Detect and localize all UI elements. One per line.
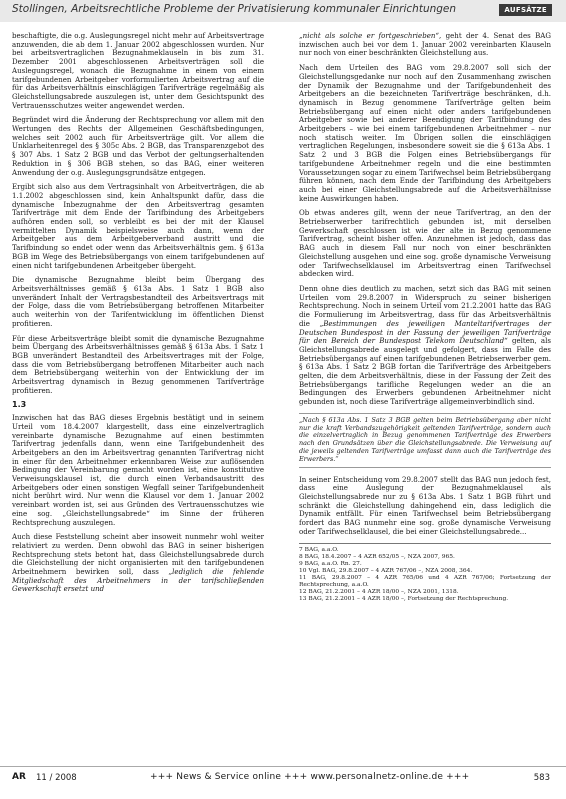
paragraph: Ergibt sich also aus dem Vertragsinhalt von Arbeitverträgen, die ab 1.1.2002 abgeschlossen sind, kein Anhaltspunkt dafür, dass die dynamische Inbezugnahme der den Arbeitsvertrag gesamten Tarifverträge mit dem Ende der Tarifbindung des Arbeitgebers aufhören enden soll, so verbleibt es bei der mit der Klausel vermittelten Dynamik beispielsweise auch dann, wenn der Arbeitgeber aus dem Arbeitgeberverband austritt und die Tarifbindung so endet oder wenn das Arbeitsverhältnis gem. § 613a BGB im Wege des Betriebsübergangs von einem tarifgebundenen auf einen nicht tarifgebundenen Arbeitgeber übergeht. bbox=[12, 182, 264, 270]
italic-quote: „lediglich die fehlende Mitgliedschaft des Arbeitnehmers in der tarifschließenden Gewerkschaft ersetzt und bbox=[12, 567, 264, 594]
footnote: 11 BAG, 29.8.2007 – 4 AZR 765/06 und 4 AZR 767/06; Fortsetzung der Rechtsprechung, a.a.O. bbox=[299, 574, 551, 588]
footnote: 9 BAG, a.a.O. Rn. 27. bbox=[299, 560, 362, 567]
italic-quote: „nicht als solche er fortgeschrieben“ bbox=[299, 31, 440, 40]
paragraph: beschaftigte, die o.g. Auslegungsregel nicht mehr auf Arbeitsvertrage anzuwenden, die ab dem 1. Januar 2002 abgeschlossen wurden. Nur bei arbeitsvertraglichen Bezugnahmeklauseln in bis zum 31. Dezember 2001 abgeschlossenen Arbeitsverträgen soll die Auslegungsregel, wonach die Bezugnahme in einem von einem tarifgebundenen Arbeitgeber vorformulierten Arbeitsvertrag auf die für das Arbeitsverhältnis einschlägigen Tarifverträge regelmäßig als Gleichstellungsabrede auszulegen ist, unter dem Gesichtspunkt des Vertrauensschutzes weiter angewendet werden. bbox=[12, 31, 264, 110]
footnote: 7 BAG, a.a.O. bbox=[299, 546, 339, 553]
article-running-title: Stollingen, Arbeitsrechtliche Probleme der Privatisierung kommunaler Einrichtungen bbox=[12, 3, 457, 15]
section-badge: AUFSÄTZE bbox=[499, 4, 552, 16]
paragraph-text: , geht der 4. Senat des BAG inzwischen auch bei vor dem 1. Januar 2002 vereinbarten Klauseln nur noch von einer beschränkten Gleichstellung aus. bbox=[299, 31, 551, 58]
footnote: 13 BAG, 21.2.2001 – 4 AZR 18/00 –, Fortsetzung der Rechtsprechung. bbox=[299, 596, 509, 603]
paragraph: Für diese Arbeitsverträge bleibt somit die dynamische Bezugnahme beim Übergang des Arbeitsverhältnisses gemäß § 613a Abs. 1 Satz 1 BGB unverändert Bestandteil des Arbeitsvertrages mit der Folge, dass die vom Betriebsübergang betroffenen Mitarbeiter auch nach dem Betriebsübergang weiterhin von der Entwicklung der im Arbeitsvertrag dynamisch in Bezug genommenen Tarifverträge profitieren. bbox=[12, 333, 264, 395]
paragraph bbox=[299, 32, 551, 58]
paragraph: Die dynamische Bezugnahme bleibt beim Übergang des Arbeitsverhältnisses gemäß § 613a Abs. 1 Satz 1 BGB also unverändert Inhalt der Vertragsbestandteil des Arbeitsvertrags mit der Folge, dass die vom Betriebsübergang betroffenen Mitarbeiter auch weiterhin von der Tarifentwicklung im öffentlichen Dienst profitieren. bbox=[12, 275, 264, 328]
footnotes bbox=[299, 543, 551, 604]
right-column bbox=[299, 32, 551, 603]
page-header bbox=[0, 0, 566, 26]
footnote: 8 BAG, 18.4.2007 – 4 AZR 652/05 –, NZA 2007, 965. bbox=[299, 553, 455, 560]
paragraph: Inzwischen hat das BAG dieses Ergebnis bestätigt und in seinem Urteil vom 18.4.2007 klargestellt, dass eine einzelvertraglich vereinbarte dynamische Bezugnahme auf einen bestimmten Tarifvertrag jedenfalls dann, wenn eine Tarifgebundenheit des Arbeitgebers an den im Arbeitsvertrag genannten Tarifvertrag nicht in einer für den Arbeitnehmer erkennbaren Weise zur auflösenden Bedingung der Vereinbarung gemacht worden ist, eine konstitutive Verweisungsklausel ist, die durch einen Verbandsaustritt des Arbeitgebers oder einen sonstigen Wegfall seiner Tarifgebundenheit nicht berührt wird. Nur wenn die Klausel vor dem 1. Januar 2002 vereinbart worden ist, sei aus Gründen des Vertrauensschutzes wie eine sog. „Gleichstellungsabrede“ im Sinne der früheren Rechtsprechung auszulegen. bbox=[12, 413, 264, 527]
footnote: 12 BAG, 21.2.2001 – 4 AZR 18/00 –, NZA 2001, 1318. bbox=[299, 589, 459, 596]
paragraph: Ob etwas anderes gilt, wenn der neue Tarifvertrag, an den der Betriebserwerber tarifrechtlich gebunden ist, mit derselben Gewerkschaft geschlossen ist wie der alte in Bezug genommene Tarifvertrag, scheint bisher offen. Anzunehmen ist jedoch, dass das BAG auch in diesem Fall nur noch von einer beschränkten Gleichstellung ausgehen und eine sog. große dynamische Verweisung oder Tarifwechselklausel im Arbeitsvertrag einen Tarifwechsel abdecken wird. bbox=[299, 208, 551, 279]
news-service-link[interactable]: +++ News & Service online +++ www.personalnetz-online.de +++ bbox=[150, 772, 470, 782]
italic-quote: „Bestimmungen des jeweiligen Manteltarifvertrages der Deutschen Bundespost in der Fassung der jeweiligen Tarifverträge für den Bereich der Bundespost Telekom Deutschland“ bbox=[299, 318, 551, 346]
journal-logo: AR bbox=[12, 772, 26, 782]
paragraph-text: gelten, als Gleichstellungsabrede ausgelegt und gefolgert, dass im Falle des Betriebsübergangs auf einen tarifgebundenen Betriebserwerber gem. § 613a Abs. 1 Satz 2 BGB fortan die Tarifverträge des Arbeitgebers gelten, die dem Arbeitsverhältnis, diese in der Fassung der Zeit des Betriebsübergangs tarifliche Regelungen weder an die an Bedingungen des Erwerbers gebundenen Arbeitnehmer nicht gebunden ist, noch diese Tarifverträge allgemeinverbindlich sind. bbox=[299, 336, 551, 407]
section-heading: 1.3 bbox=[12, 400, 27, 410]
issue-number: 11 / 2008 bbox=[36, 773, 77, 783]
left-column bbox=[12, 32, 264, 600]
page-footer bbox=[0, 766, 566, 789]
paragraph-text: Auch diese Feststellung scheint aber insoweit nunmehr wohl weiter relativiert zu werden. Denn obwohl das BAG in seiner bisherigen Rechtsprechung stets betont hat, dass Gleichstellungsabrede durch die Gleichstellung der nicht organisierten mit den tarifgebundenen Arbeitnehmern bewirken soll, dass bbox=[12, 532, 264, 577]
paragraph bbox=[299, 285, 551, 407]
paragraph: Begründet wird die Änderung der Rechtsprechung vor allem mit den Wertungen des Rechts der Allgemeinen Geschäftsbedingungen, welches seit 2002 auch für Arbeitsverträge gilt. Vor allem die Unklarheitenregel des § 305c Abs. 2 BGB, das Transparenzgebot des § 307 Abs. 1 Satz 2 BGB und das Verbot der geltungserhaltenden Reduktion in § 306 BGB stehen, so das BAG, einer weiteren Anwendung der o.g. Auslegungsgrundsätze entgegen. bbox=[12, 115, 264, 177]
footnote: 10 Vgl. BAG, 29.8.2007 – 4 AZR 767/06 –, NZA 2008, 364. bbox=[299, 567, 473, 574]
page-number: 583 bbox=[533, 773, 550, 783]
paragraph: In seiner Entscheidung vom 29.8.2007 stellt das BAG nun jedoch fest, dass eine Auslegung der Bezugnahmeklausel als Gleichstellungsabrede nur zu § 613a Abs. 1 Satz 1 BGB führt und schränkt die Gleichstellung dahingehend ein, dass lediglich die Dynamik entfällt. Für einen Tarifwechsel beim Betriebsübergang fordert das BAG nunmehr eine sog. große dynamische Verweisung oder Tarifwechselklausel, die bei einer Gleichstellungsabrede... bbox=[299, 474, 551, 536]
block-quote: „Nach § 613a Abs. 1 Satz 3 BGB gelten beim Betriebsübergang aber nicht nur die kraft Verbandszugehörigkeit geltenden Tarifverträge, sondern auch die einzelvertraglich in Bezug genommenen Tarifverträge des Erwerbers nach den Grundsätzen über die Gleichstellungsabrede. Die Verweisung auf die jeweils geltenden Tarifverträge umfasst dann auch die Tarifverträge des Erwerbers.“ bbox=[299, 413, 551, 468]
paragraph-text: Denn ohne dies deutlich zu machen, setzt sich das BAG mit seinen Urteilen vom 29.8.2007 in Widerspruch zu seiner bisherigen Rechtsprechung. Noch in seinem Urteil vom 21.2.2001 hatte das BAG die Formulierung im Arbeitsvertrag, dass für das Arbeitsverhältnis die bbox=[299, 283, 551, 328]
paragraph: Nach dem Urteilen des BAG vom 29.8.2007 soll sich der Gleichstellungsgedanke nur noch auf den Zusammenhang zwischen der Dynamik der Bezugnahme und der Tarifgebundenheit des Arbeitgebers an die bezeichneten Tarifverträge beschränken, d.h. dynamisch in Bezug genommene Tarifverträge gelten beim Betriebsübergang auf einen nicht oder anders tarifgebundenen Arbeitgeber sowie bei anderer Beendigung der Tarifbindung des Arbeitgebers – wie bei einem tarifgebundenen Arbeitnehmer – nur noch statisch weiter. Im Übrigen sollen die einschlägigen vertraglichen Regelungen, insbesondere soweit sie die § 613a Abs. 1 Satz 2 und 3 BGB die Folgen eines Betriebsübergangs für tarifgebundene Arbeitnehmer regeln und die eine bestimmten Voraussetzungen sogar zu einem Tarifwechsel beim Betriebsübergang führen können, nach dem Ende der Tarifbindung des Arbeitgebers auch bei einer Gleichstellungsabrede auf die Arbeitsverhältnisse keine Auswirkungen haben. bbox=[299, 63, 551, 203]
paragraph bbox=[12, 533, 264, 594]
